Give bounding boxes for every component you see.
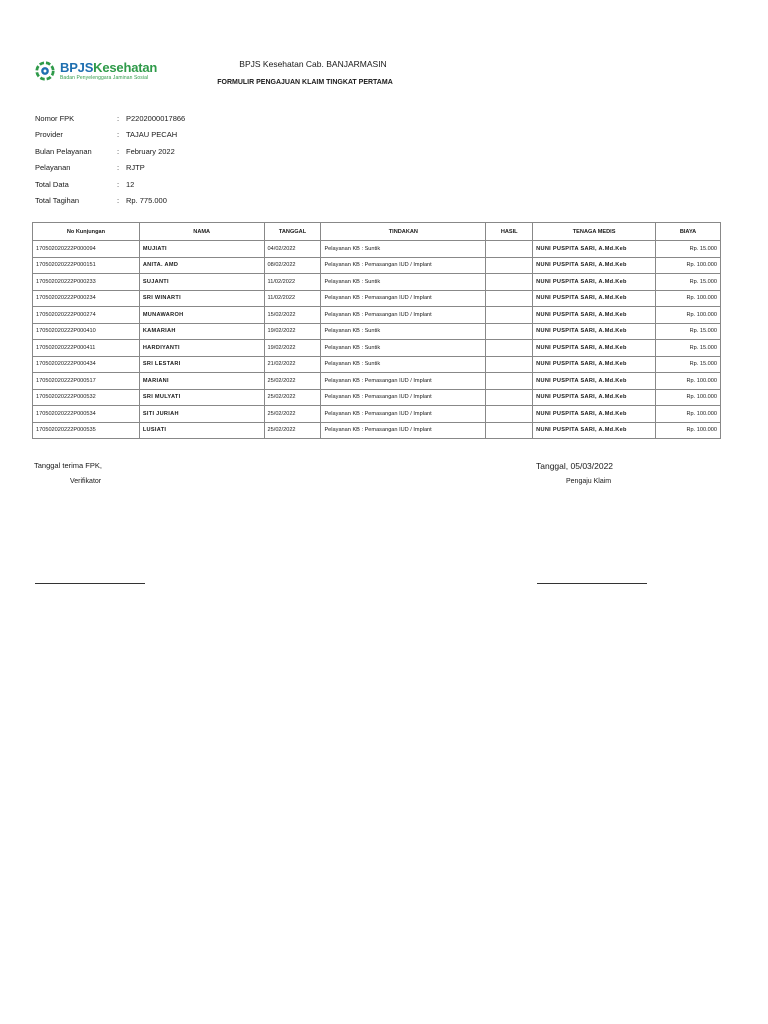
tenaga-medis-cell: NUNI PUSPITA SARI, A.Md.Keb [533, 307, 656, 324]
tindakan-cell: Pelayanan KB : Pemasangan IUD / Implant [321, 290, 486, 307]
tenaga-medis-cell: NUNI PUSPITA SARI, A.Md.Keb [533, 389, 656, 406]
nama-cell: HARDIYANTI [139, 340, 264, 357]
hasil-cell [486, 307, 533, 324]
applicant-signature-line [537, 583, 647, 584]
nama-cell: SUJANTI [139, 274, 264, 291]
form-title: FORMULIR PENGAJUAN KLAIM TINGKAT PERTAMA [217, 79, 393, 86]
tindakan-cell: Pelayanan KB : Pemasangan IUD / Implant [321, 373, 486, 390]
info-label: Provider [35, 130, 63, 140]
tanggal-cell: 04/02/2022 [264, 241, 321, 258]
info-separator: : [117, 179, 120, 189]
tenaga-medis-cell: NUNI PUSPITA SARI, A.Md.Keb [533, 373, 656, 390]
info-separator: : [117, 196, 120, 206]
tanggal-cell: 19/02/2022 [264, 340, 321, 357]
hasil-cell [486, 274, 533, 291]
tindakan-cell: Pelayanan KB : Pemasangan IUD / Implant [321, 406, 486, 423]
info-label: Total Tagihan [35, 196, 80, 206]
claims-table [32, 222, 721, 439]
biaya-cell: Rp. 15.000 [656, 340, 721, 357]
hasil-cell [486, 290, 533, 307]
tanggal-cell: 15/02/2022 [264, 307, 321, 324]
logo-subtitle: Badan Penyelenggara Jaminan Sosial [60, 75, 149, 81]
bpjs-logo [34, 58, 157, 84]
biaya-cell: Rp. 100.000 [656, 389, 721, 406]
verifier-label: Verifikator [70, 478, 102, 485]
info-value: Rp. 775.000 [126, 196, 167, 206]
info-value: 12 [126, 179, 135, 189]
logo-wordmark: BPJSKesehatan [60, 60, 158, 75]
biaya-cell: Rp. 100.000 [656, 290, 721, 307]
tanggal-cell: 11/02/2022 [264, 290, 321, 307]
info-label: Bulan Pelayanan [35, 146, 92, 156]
biaya-cell: Rp. 100.000 [656, 422, 721, 439]
col-tanggal-header: TANGGAL [264, 223, 321, 241]
no-kunjungan-cell: 170502020222P000411 [33, 340, 140, 357]
nama-cell: MARIANI [139, 373, 264, 390]
table-row [33, 389, 721, 406]
info-value: February 2022 [126, 146, 175, 156]
table-header-row [33, 223, 721, 241]
info-row [35, 110, 185, 127]
nama-cell: MUNAWAROH [139, 307, 264, 324]
hasil-cell [486, 406, 533, 423]
no-kunjungan-cell: 170502020222P000534 [33, 406, 140, 423]
table-row [33, 274, 721, 291]
table-row [33, 373, 721, 390]
tindakan-cell: Pelayanan KB : Pemasangan IUD / Implant [321, 257, 486, 274]
info-label: Pelayanan [35, 163, 71, 173]
no-kunjungan-cell: 170502020222P000434 [33, 356, 140, 373]
tenaga-medis-cell: NUNI PUSPITA SARI, A.Md.Keb [533, 241, 656, 258]
no-kunjungan-cell: 170502020222P000410 [33, 323, 140, 340]
tanggal-cell: 21/02/2022 [264, 356, 321, 373]
info-value: RJTP [126, 163, 145, 173]
tenaga-medis-cell: NUNI PUSPITA SARI, A.Md.Keb [533, 274, 656, 291]
table-row [33, 241, 721, 258]
info-value: TAJAU PECAH [126, 130, 178, 140]
tindakan-cell: Pelayanan KB : Suntik [321, 323, 486, 340]
table-row [33, 406, 721, 423]
hasil-cell [486, 323, 533, 340]
info-separator: : [117, 163, 120, 173]
table-row [33, 323, 721, 340]
no-kunjungan-cell: 170502020222P000151 [33, 257, 140, 274]
nama-cell: SRI MULYATI [139, 389, 264, 406]
tenaga-medis-cell: NUNI PUSPITA SARI, A.Md.Keb [533, 290, 656, 307]
info-label: Nomor FPK [35, 113, 75, 123]
table-row [33, 307, 721, 324]
col-hasil-header: HASIL [486, 223, 533, 241]
info-value: P2202000017866 [126, 113, 186, 123]
no-kunjungan-cell: 170502020222P000517 [33, 373, 140, 390]
info-row [35, 127, 185, 144]
no-kunjungan-cell: 170502020222P000094 [33, 241, 140, 258]
hasil-cell [486, 389, 533, 406]
nama-cell: LUSIATI [139, 422, 264, 439]
nama-cell: SRI LESTARI [139, 356, 264, 373]
info-row [35, 176, 185, 193]
office-name: BPJS Kesehatan Cab. BANJARMASIN [239, 59, 387, 69]
claim-info [35, 110, 185, 209]
col-biaya-header: BIAYA [656, 223, 721, 241]
biaya-cell: Rp. 15.000 [656, 274, 721, 291]
hasil-cell [486, 373, 533, 390]
tindakan-cell: Pelayanan KB : Suntik [321, 356, 486, 373]
tanggal-cell: 11/02/2022 [264, 274, 321, 291]
table-row [33, 257, 721, 274]
no-kunjungan-cell: 170502020222P000532 [33, 389, 140, 406]
no-kunjungan-cell: 170502020222P000234 [33, 290, 140, 307]
tanggal-cell: 25/02/2022 [264, 373, 321, 390]
no-kunjungan-cell: 170502020222P000274 [33, 307, 140, 324]
nama-cell: KAMARIAH [139, 323, 264, 340]
col-tenaga-medis-header: TENAGA MEDIS [533, 223, 656, 241]
hasil-cell [486, 241, 533, 258]
bpjs-logo-icon [34, 60, 56, 82]
tenaga-medis-cell: NUNI PUSPITA SARI, A.Md.Keb [533, 356, 656, 373]
tenaga-medis-cell: NUNI PUSPITA SARI, A.Md.Keb [533, 422, 656, 439]
tanggal-cell: 08/02/2022 [264, 257, 321, 274]
tindakan-cell: Pelayanan KB : Pemasangan IUD / Implant [321, 422, 486, 439]
biaya-cell: Rp. 15.000 [656, 356, 721, 373]
tanggal-cell: 25/02/2022 [264, 422, 321, 439]
tenaga-medis-cell: NUNI PUSPITA SARI, A.Md.Keb [533, 406, 656, 423]
info-separator: : [117, 130, 120, 140]
info-row [35, 193, 185, 210]
table-row [33, 340, 721, 357]
table-row [33, 356, 721, 373]
tindakan-cell: Pelayanan KB : Pemasangan IUD / Implant [321, 307, 486, 324]
nama-cell: SRI WINARTI [139, 290, 264, 307]
received-date-label: Tanggal terima FPK, [34, 461, 102, 470]
biaya-cell: Rp. 100.000 [656, 307, 721, 324]
verifier-signature-line [35, 583, 145, 584]
nama-cell: ANITA. AMD [139, 257, 264, 274]
table-body [33, 241, 721, 439]
hasil-cell [486, 422, 533, 439]
tindakan-cell: Pelayanan KB : Suntik [321, 340, 486, 357]
tindakan-cell: Pelayanan KB : Suntik [321, 241, 486, 258]
nama-cell: MUJIATI [139, 241, 264, 258]
no-kunjungan-cell: 170502020222P000233 [33, 274, 140, 291]
hasil-cell [486, 356, 533, 373]
biaya-cell: Rp. 15.000 [656, 241, 721, 258]
info-separator: : [117, 146, 120, 156]
info-label: Total Data [35, 179, 69, 189]
tanggal-cell: 25/02/2022 [264, 406, 321, 423]
table-row [33, 422, 721, 439]
nama-cell: SITI JURIAH [139, 406, 264, 423]
tenaga-medis-cell: NUNI PUSPITA SARI, A.Md.Keb [533, 340, 656, 357]
table-row [33, 290, 721, 307]
col-no-kunjungan-header: No Kunjungan [33, 223, 140, 241]
biaya-cell: Rp. 100.000 [656, 257, 721, 274]
info-row [35, 160, 185, 177]
tenaga-medis-cell: NUNI PUSPITA SARI, A.Md.Keb [533, 257, 656, 274]
tanggal-cell: 19/02/2022 [264, 323, 321, 340]
hasil-cell [486, 257, 533, 274]
no-kunjungan-cell: 170502020222P000535 [33, 422, 140, 439]
hasil-cell [486, 340, 533, 357]
tanggal-cell: 25/02/2022 [264, 389, 321, 406]
biaya-cell: Rp. 100.000 [656, 406, 721, 423]
biaya-cell: Rp. 100.000 [656, 373, 721, 390]
col-tindakan-header: TINDAKAN [321, 223, 486, 241]
biaya-cell: Rp. 15.000 [656, 323, 721, 340]
applicant-label: Pengaju Klaim [566, 478, 612, 485]
col-nama-header: NAMA [139, 223, 264, 241]
tenaga-medis-cell: NUNI PUSPITA SARI, A.Md.Keb [533, 323, 656, 340]
info-row [35, 143, 185, 160]
tindakan-cell: Pelayanan KB : Suntik [321, 274, 486, 291]
claim-date: Tanggal, 05/03/2022 [536, 461, 614, 471]
tindakan-cell: Pelayanan KB : Pemasangan IUD / Implant [321, 389, 486, 406]
info-separator: : [117, 113, 120, 123]
